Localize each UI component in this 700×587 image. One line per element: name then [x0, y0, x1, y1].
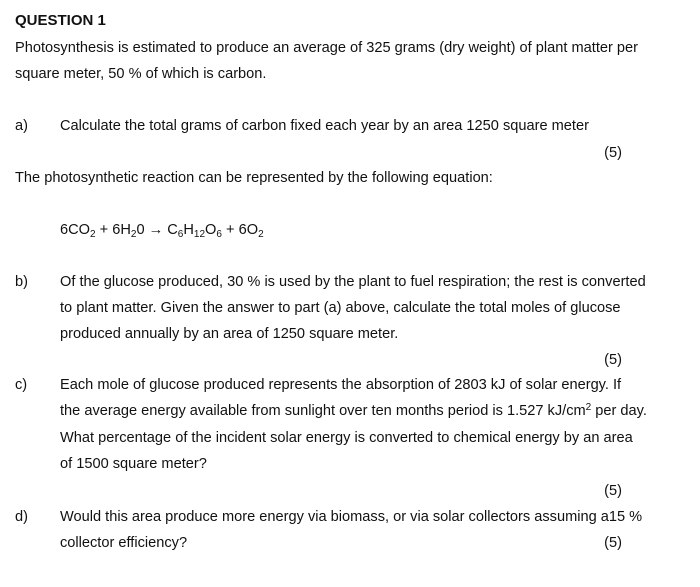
part-a-marks: (5)	[604, 145, 622, 161]
part-b-label: b)	[15, 274, 28, 290]
part-d-line-1: Would this area produce more energy via biomass, or via solar collectors assuming a15 %	[60, 509, 643, 525]
part-b-marks: (5)	[604, 352, 622, 368]
part-d-label: d)	[15, 509, 28, 525]
part-c-label: c)	[15, 377, 28, 393]
equation-intro: The photosynthetic reaction can be represented by the following equation:	[15, 170, 493, 186]
part-c-line-4: of 1500 square meter?	[60, 456, 207, 472]
intro-line-2: square meter, 50 % of which is carbon.	[15, 66, 267, 82]
part-c-line-2: the average energy available from sunlight over ten months period is 1.527 $kJ/cm^2$ per day.	[60, 402, 647, 419]
intro-line-1: Photosynthesis is estimated to produce an average of 325 grams (dry weight) of plant matter per	[15, 40, 638, 56]
part-b-line-3: produced annually by an area of 1250 square meter.	[60, 326, 399, 342]
part-a-text: Calculate the total grams of carbon fixed each year by an area 1250 square meter	[60, 118, 589, 134]
part-a-label: a)	[15, 118, 28, 134]
part-b-line-2: to plant matter. Given the answer to part (a) above, calculate the total moles of glucose	[60, 300, 621, 316]
part-c-line-3: What percentage of the incident solar energy is converted to chemical energy by an area	[60, 430, 633, 446]
part-d-marks: (5)	[604, 535, 622, 551]
question-title: QUESTION 1	[15, 12, 106, 29]
part-c-marks: (5)	[604, 483, 622, 499]
part-b-line-1: Of the glucose produced, 30 % is used by the plant to fuel respiration; the rest is converted	[60, 274, 646, 290]
photosynthesis-equation: $6CO_2 + 6H_20 \to C_6H_{12}O_6 + 6O_2$	[60, 222, 264, 240]
part-d-line-2: collector efficiency?	[60, 535, 188, 551]
part-c-line-1: Each mole of glucose produced represents the absorption of 2803 kJ of solar energy. If	[60, 377, 622, 393]
